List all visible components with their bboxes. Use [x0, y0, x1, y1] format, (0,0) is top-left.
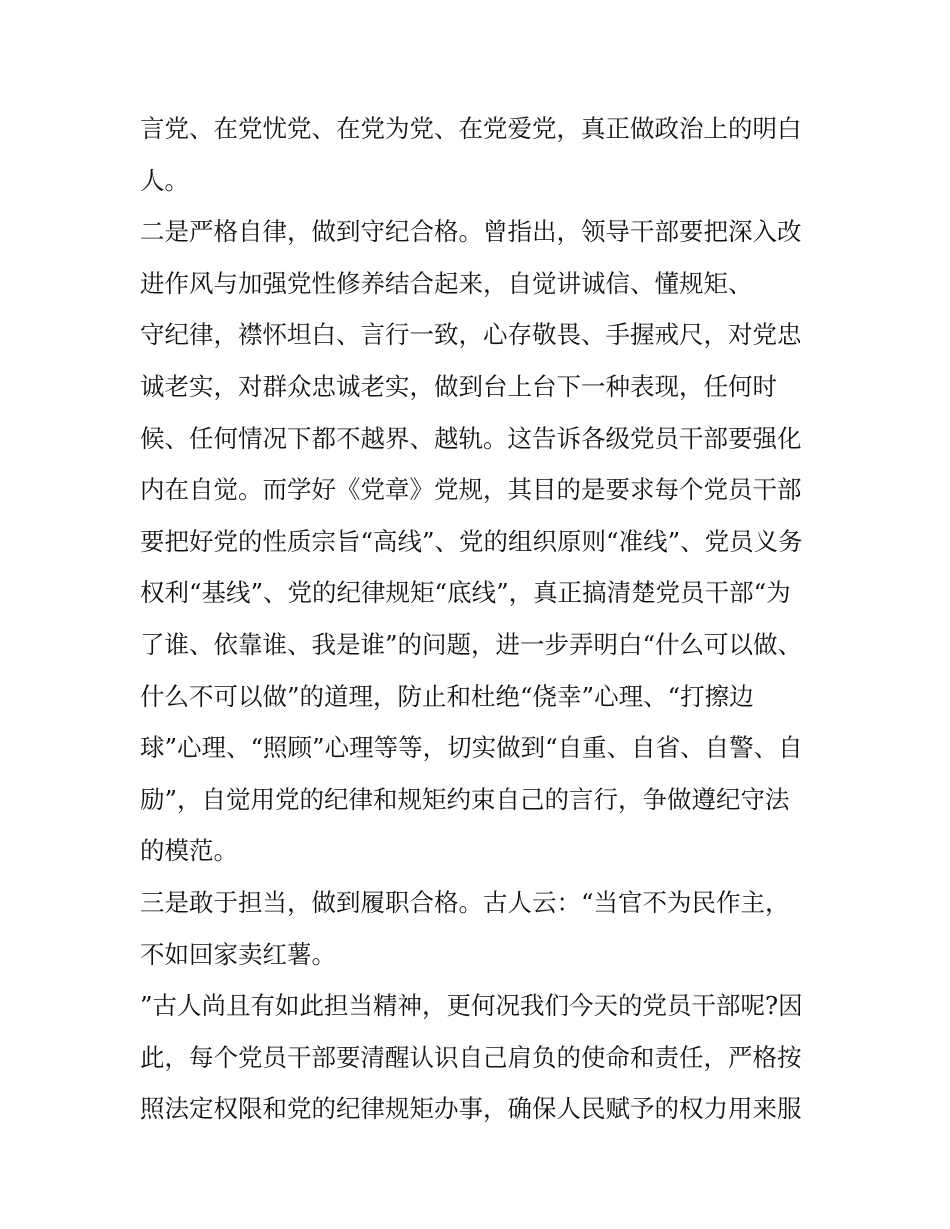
text-line: 内在自觉。而学好《党章》党规，其目的是要求每个党员干部 [140, 475, 802, 505]
text-line: 守纪律，襟怀坦白、言行一致，心存敬畏、手握戒尺，对党忠 [140, 320, 802, 350]
text-line: 不如回家卖红薯。 [140, 939, 336, 969]
text-line: 候、任何情况下都不越界、越轨。这告诉各级党员干部要强化 [140, 423, 802, 453]
text-line: 的模范。 [140, 836, 238, 866]
text-line: 二是严格自律，做到守纪合格。曾指出，领导干部要把深入改 [140, 217, 802, 247]
text-line: 要把好党的性质宗旨“高线”、党的组织原则“准线”、党员义务 [140, 526, 803, 556]
body-text [140, 103, 820, 1135]
text-line: 三是敢于担当，做到履职合格。古人云：“当官不为民作主， [140, 887, 790, 917]
text-line: 言党、在党忧党、在党为党、在党爱党，真正做政治上的明白 [140, 114, 802, 143]
text-line: 诚老实，对群众忠诚老实，做到台上台下一种表现，任何时 [140, 371, 777, 401]
text-line: 球”心理、“照顾”心理等等，切实做到“自重、自省、自警、自 [140, 733, 803, 763]
text-line: 权利“基线”、党的纪律规矩“底线”，真正搞清楚党员干部“为 [140, 578, 791, 608]
text-line: 进作风与加强党性修养结合起来，自觉讲诚信、懂规矩、 [140, 268, 753, 298]
text-line: 人。 [140, 165, 189, 195]
text-line: 此，每个党员干部要清醒认识自己肩负的使命和责任，严格按 [140, 1042, 802, 1072]
text-line: 照法定权限和党的纪律规矩办事，确保人民赋予的权力用来服 [140, 1094, 802, 1124]
text-line: 励”，自觉用党的纪律和规矩约束自己的言行，争做遵纪守法 [140, 784, 790, 814]
text-line: ”古人尚且有如此担当精神，更何况我们今天的党员干部呢?因 [140, 991, 803, 1021]
text-line: 了谁、依靠谁、我是谁”的问题，进一步弄明白“什么可以做、 [140, 629, 803, 659]
text-line: 什么不可以做”的道理，防止和杜绝“侥幸”心理、“打擦边 [140, 681, 754, 711]
